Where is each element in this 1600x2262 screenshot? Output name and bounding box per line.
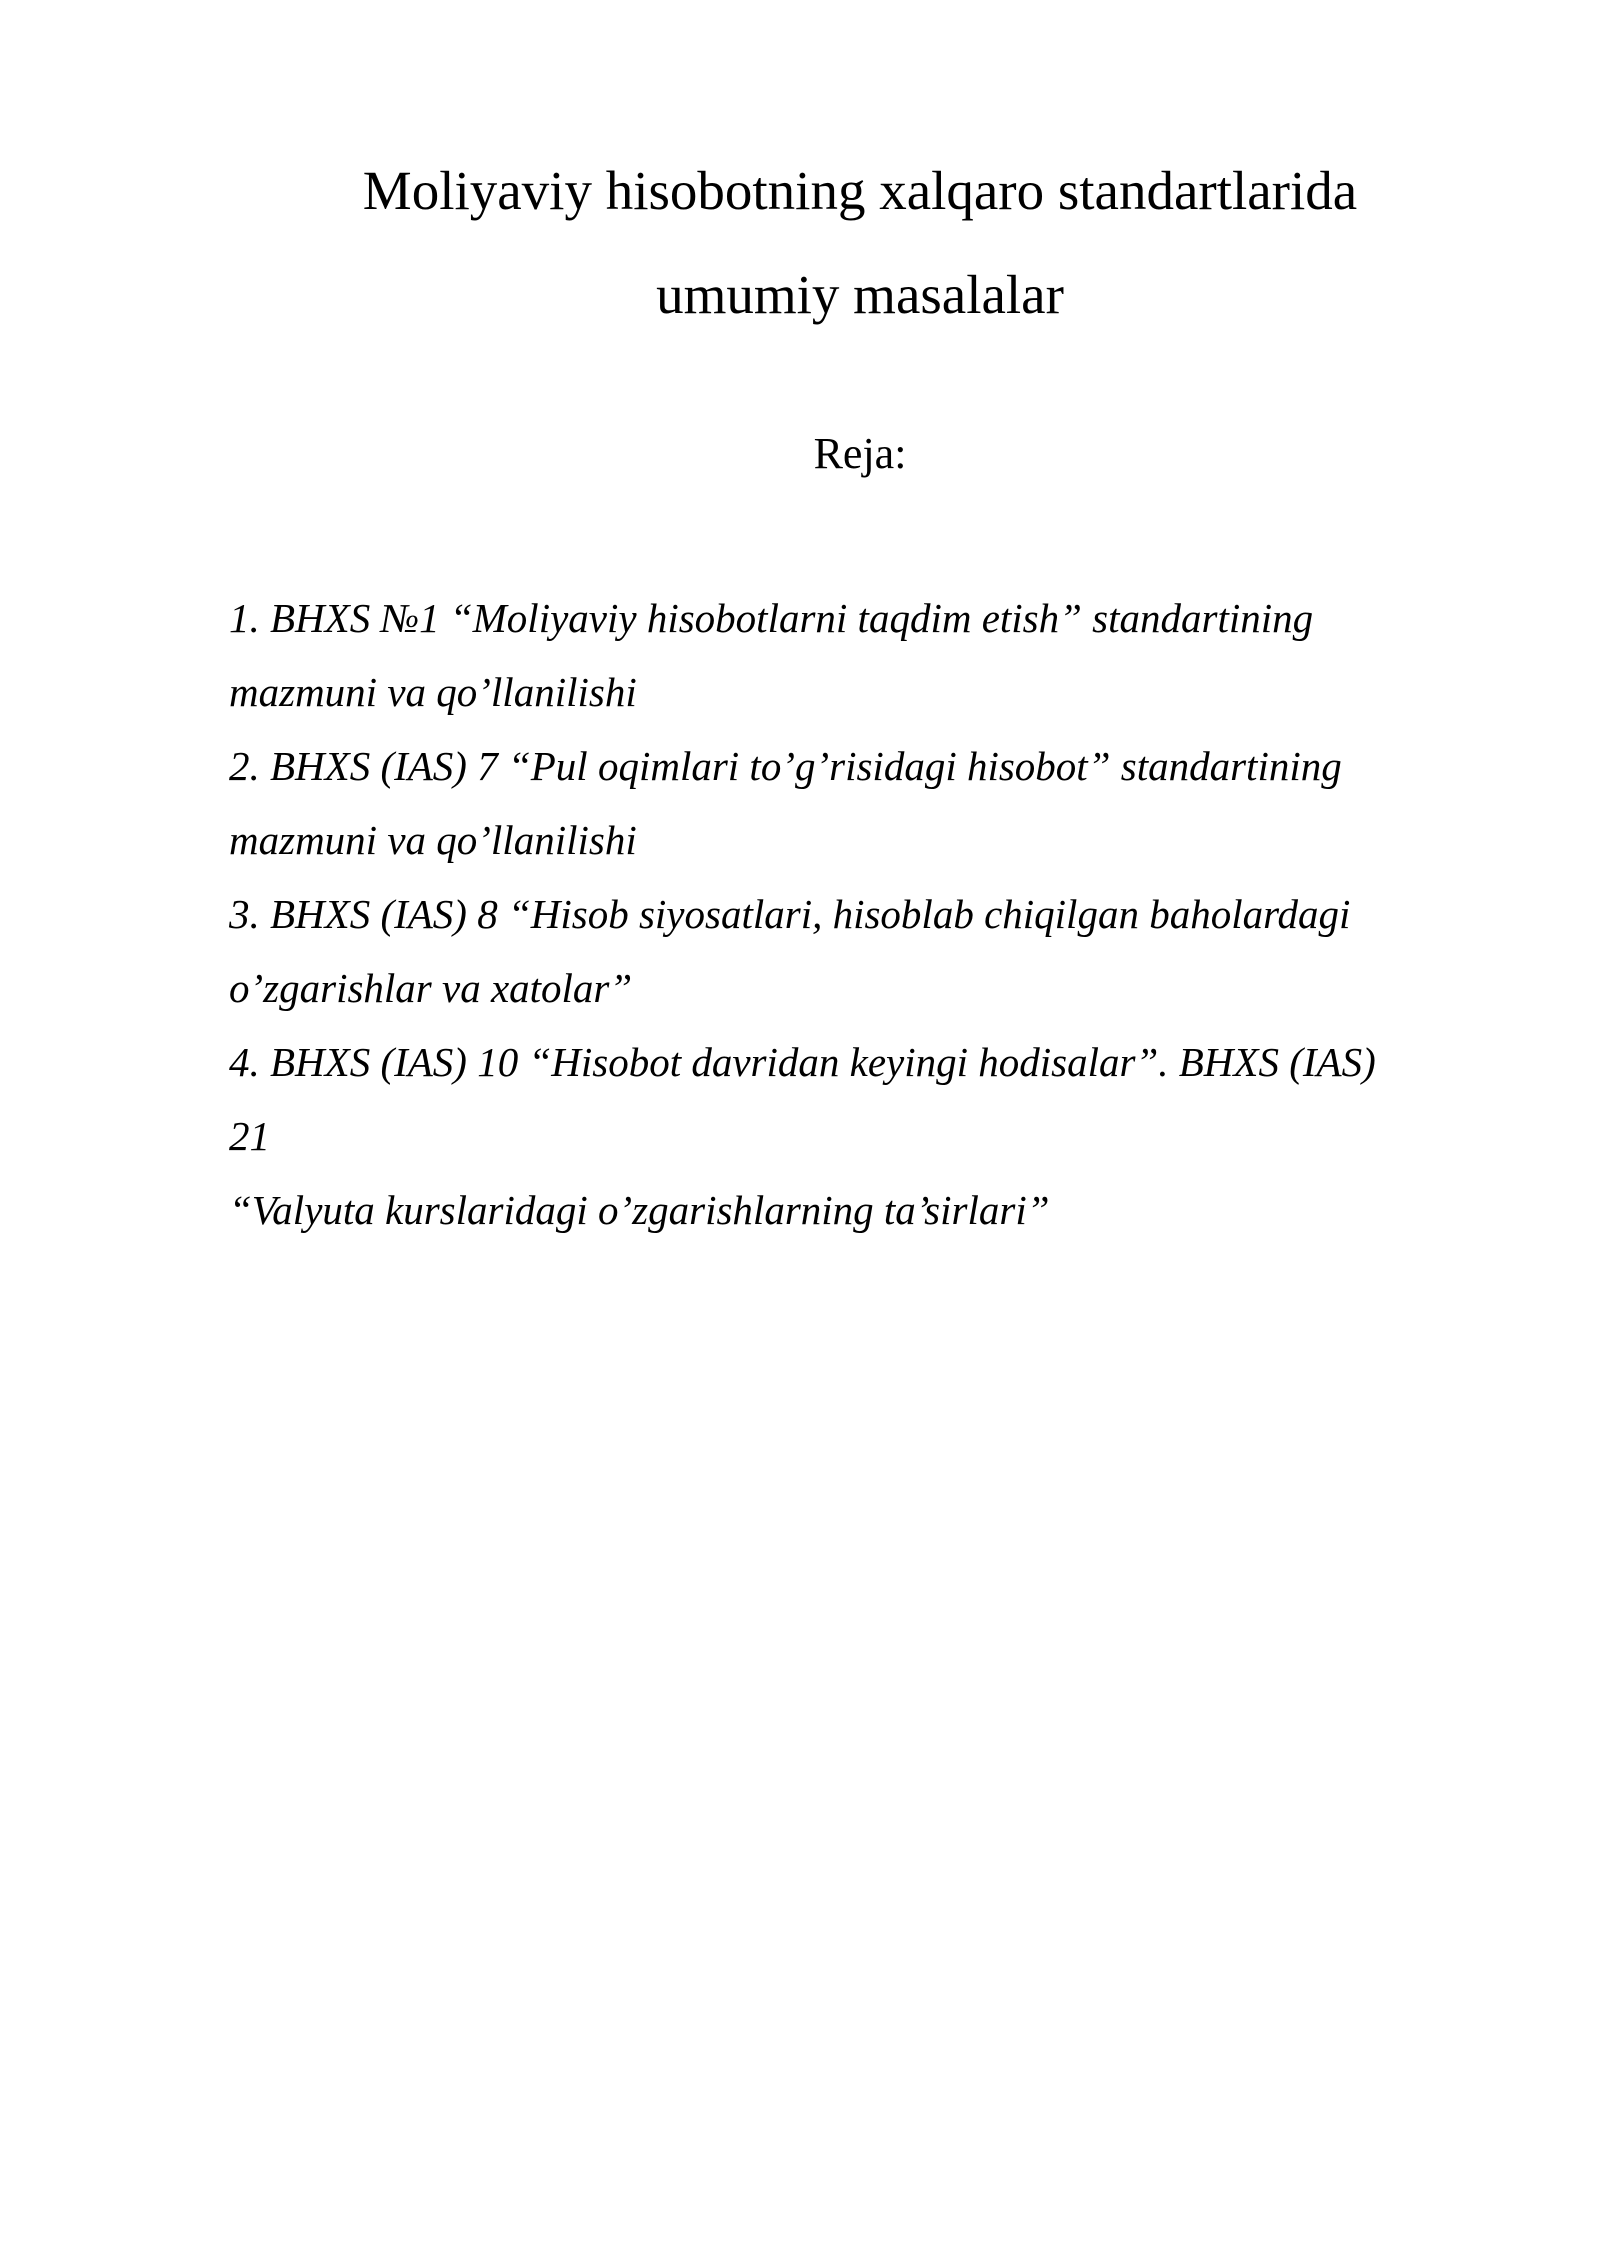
plan-list (229, 595, 1529, 1264)
plan-line: mazmuni va qo’llanilishi (229, 669, 637, 715)
plan-line: 21 (229, 1113, 270, 1159)
plan-line: mazmuni va qo’llanilishi (229, 817, 637, 863)
plan-line: 2. BHXS (IAS) 7 “Pul oqimlari to’g’risidagi hisobot” standartining (229, 743, 1342, 789)
plan-line: “Valyuta kurslaridagi o’zgarishlarning ta’sirlari” (229, 1187, 1050, 1233)
title-line-2: umumiy masalalar (656, 264, 1064, 325)
plan-heading: Reja: (813, 429, 907, 478)
plan-line: 3. BHXS (IAS) 8 “Hisob siyosatlari, hisoblab chiqilgan baholardagi (229, 891, 1351, 937)
plan-line: 1. BHXS №1 “Moliyaviy hisobotlarni taqdim etish” standartining (229, 595, 1314, 641)
plan-line: o’zgarishlar va xatolar” (229, 965, 633, 1011)
plan-line: 4. BHXS (IAS) 10 “Hisobot davridan keyingi hodisalar”. BHXS (IAS) (229, 1039, 1376, 1085)
title-line-1: Moliyaviy hisobotning xalqaro standartlarida (362, 160, 1358, 221)
